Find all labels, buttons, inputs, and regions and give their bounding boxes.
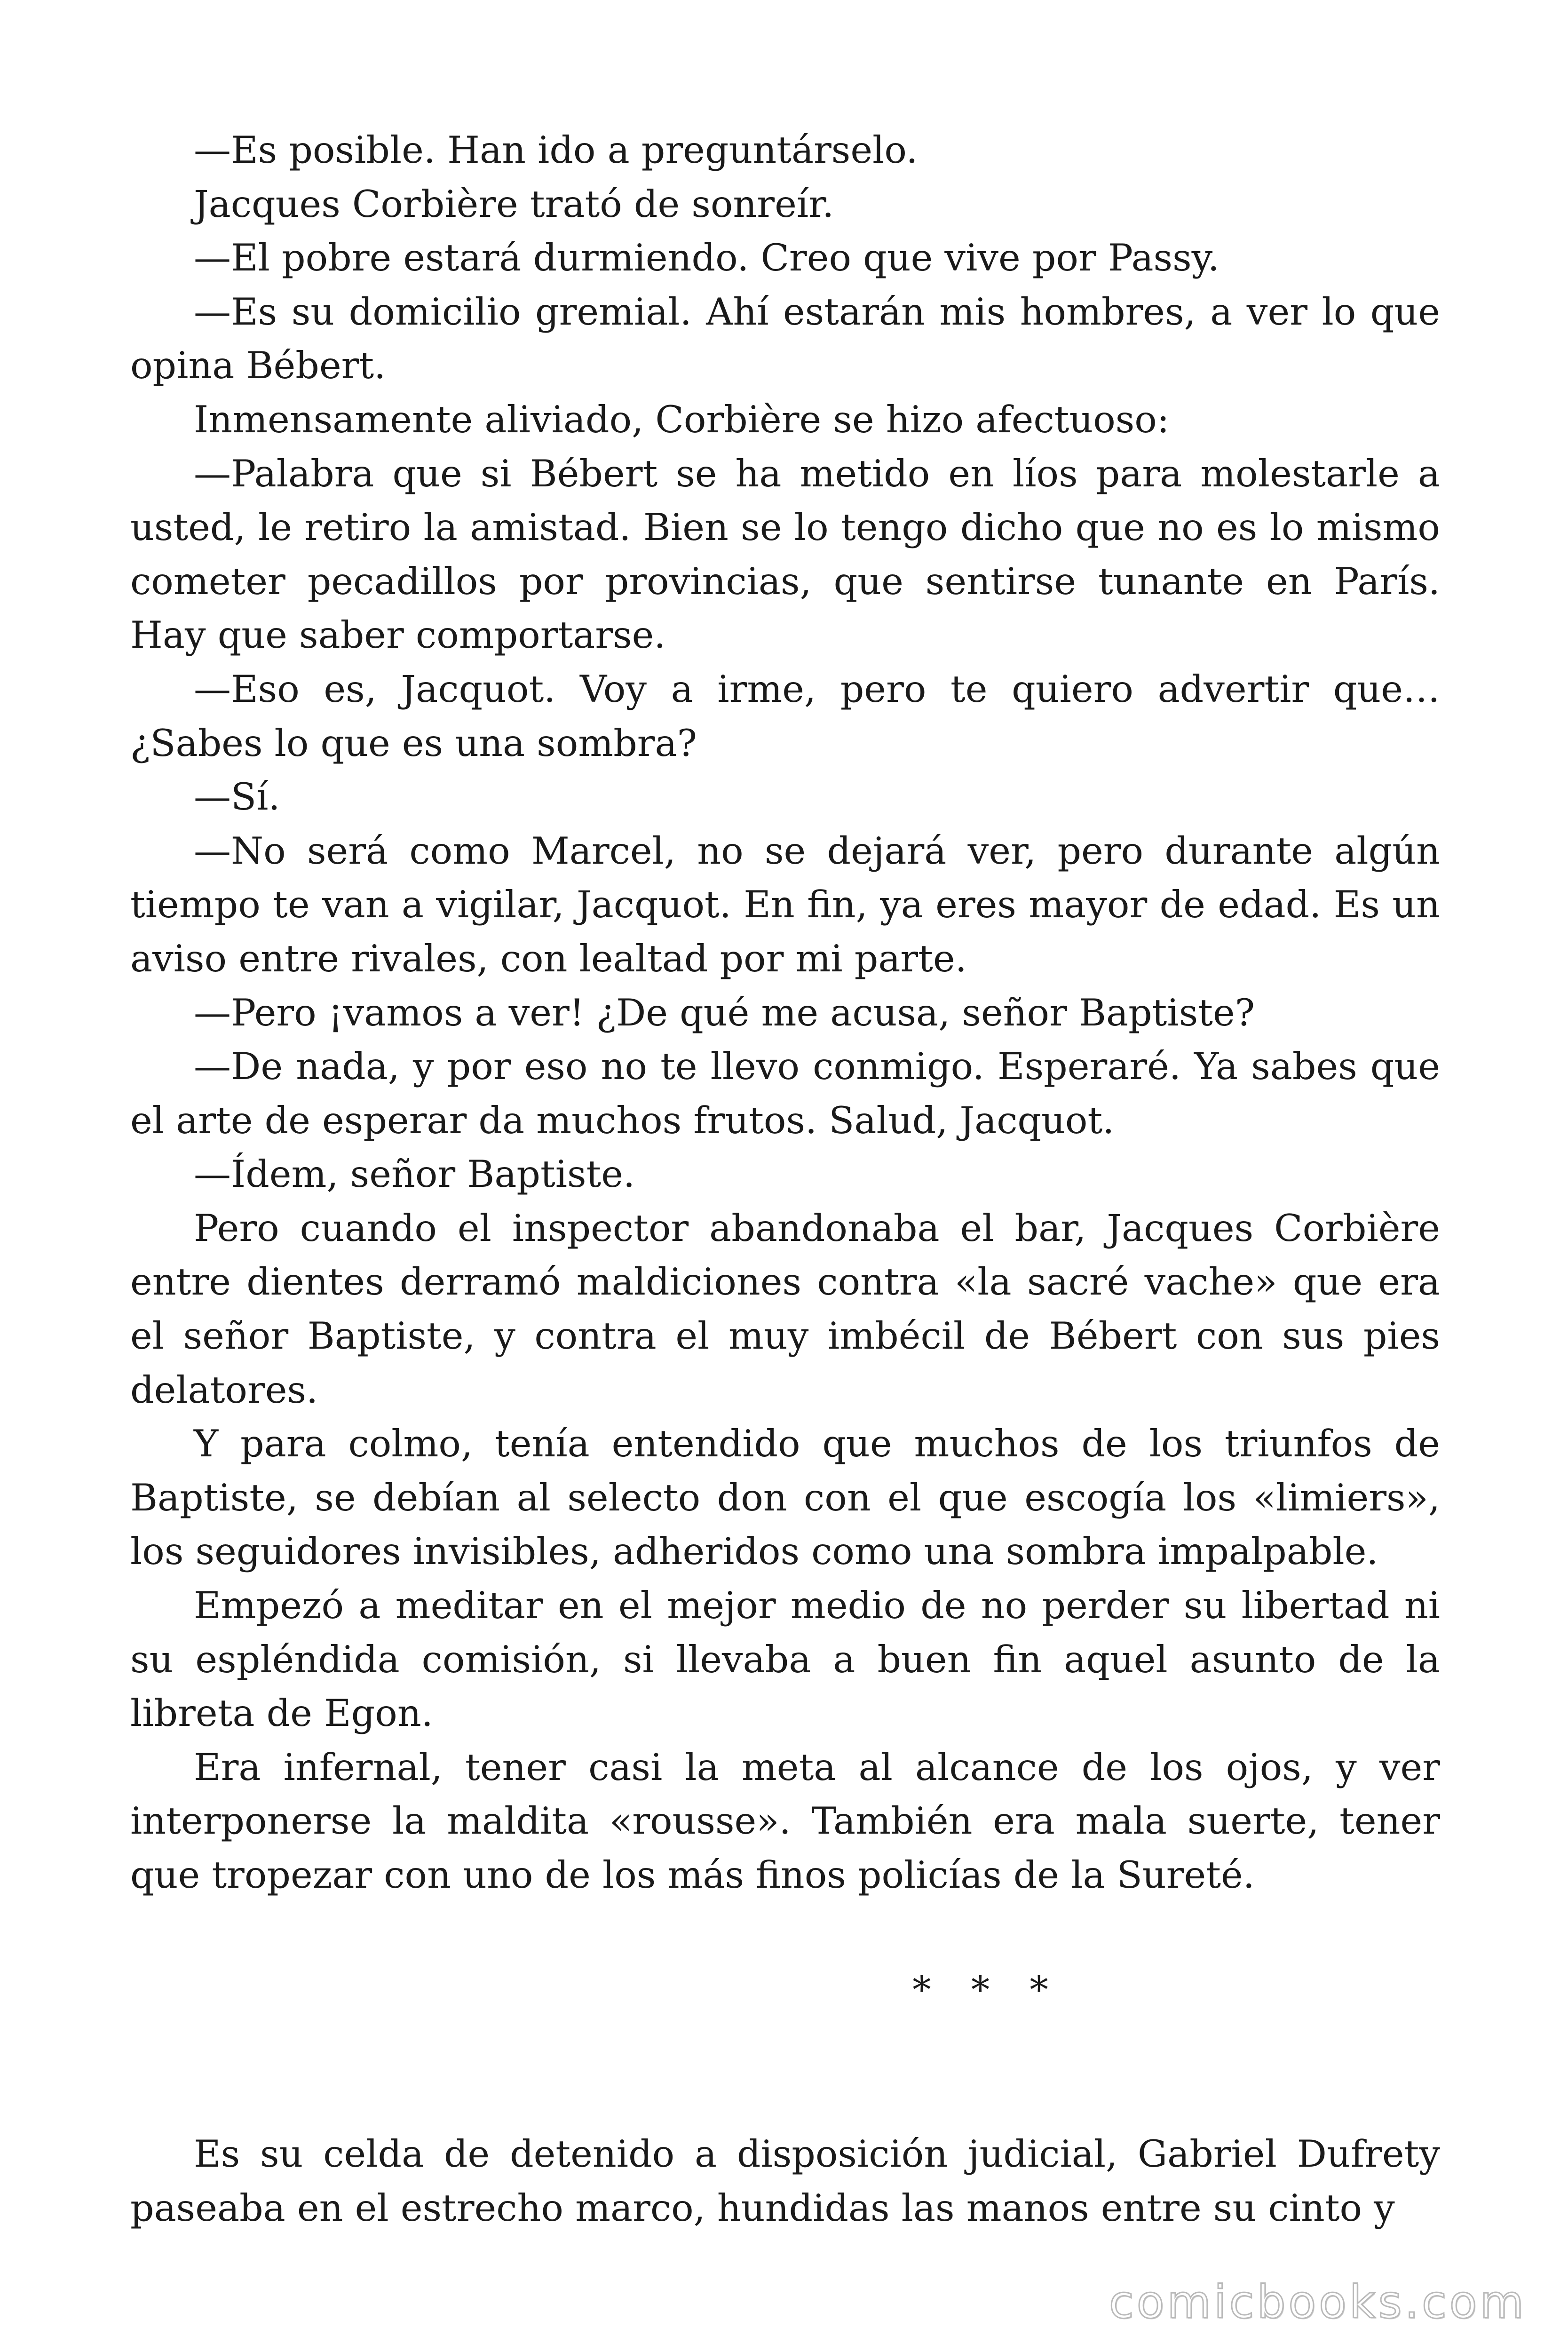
paragraph: —Es posible. Han ido a preguntárselo. bbox=[194, 128, 918, 172]
paragraph: —El pobre estará durmiendo. Creo que vive por Passy. bbox=[194, 236, 1220, 280]
paragraph: Jacques Corbière trató de sonreír. bbox=[194, 182, 834, 226]
paragraph: —Sí. bbox=[194, 775, 280, 819]
paragraph: —Palabra que si Bébert se ha metido en líos para molestarle a usted, le retiro la amistad. Bien se lo tengo dicho que no es lo mismo cometer pecadillos por provincias, que sentirse tunante en París. Hay que saber comportarse. bbox=[130, 452, 1440, 657]
paragraph: —De nada, y por eso no te llevo conmigo. Esperaré. Ya sabes que el arte de esperar da muchos frutos. Salud, Jacquot. bbox=[130, 1045, 1440, 1142]
paragraph: Pero cuando el inspector abandonaba el bar, Jacques Corbière entre dientes derramó maldiciones contra «la sacré vache» que era el señor Baptiste, y contra el muy imbécil de Bébert con sus pies delatores. bbox=[130, 1206, 1440, 1412]
section-separator: * * * bbox=[912, 1968, 1062, 2011]
paragraph: —Ídem, señor Baptiste. bbox=[194, 1152, 635, 1196]
paragraph: Era infernal, tener casi la meta al alcance de los ojos, y ver interponerse la maldita «rousse». También era mala suerte, tener que tropezar con uno de los más finos policías de la Sureté. bbox=[130, 1745, 1440, 1897]
paragraph: —Es su domicilio gremial. Ahí estarán mis hombres, a ver lo que opina Bébert. bbox=[130, 290, 1440, 388]
body-text bbox=[130, 123, 1440, 2235]
paragraph: —Eso es, Jacquot. Voy a irme, pero te quiero advertir que… ¿Sabes lo que es una sombra? bbox=[130, 667, 1440, 765]
section-gap bbox=[130, 1902, 1440, 1963]
paragraph: —Pero ¡vamos a ver! ¿De qué me acusa, señor Baptiste? bbox=[194, 991, 1255, 1034]
paragraph: Y para colmo, tenía entendido que muchos de los triunfos de Baptiste, se debían al selecto don con el que escogía los «limiers», los seguidores invisibles, adheridos como una sombra impalpable. bbox=[130, 1422, 1440, 1573]
section-gap bbox=[130, 2017, 1440, 2127]
paragraph: Es su celda de detenido a disposición judicial, Gabriel Dufrety paseaba en el estrecho marco, hundidas las manos entre su cinto y bbox=[130, 2132, 1440, 2230]
paragraph: Inmensamente aliviado, Corbière se hizo afectuoso: bbox=[194, 397, 1170, 441]
watermark-logo: comicbooks.com bbox=[1109, 2276, 1527, 2328]
paragraph: Empezó a meditar en el mejor medio de no perder su libertad ni su espléndida comisión, si llevaba a buen fin aquel asunto de la libreta de Egon. bbox=[130, 1584, 1440, 1735]
paragraph: —No será como Marcel, no se dejará ver, pero durante algún tiempo te van a vigilar, Jacquot. En fin, ya eres mayor de edad. Es un aviso entre rivales, con lealtad por mi parte. bbox=[130, 829, 1440, 980]
